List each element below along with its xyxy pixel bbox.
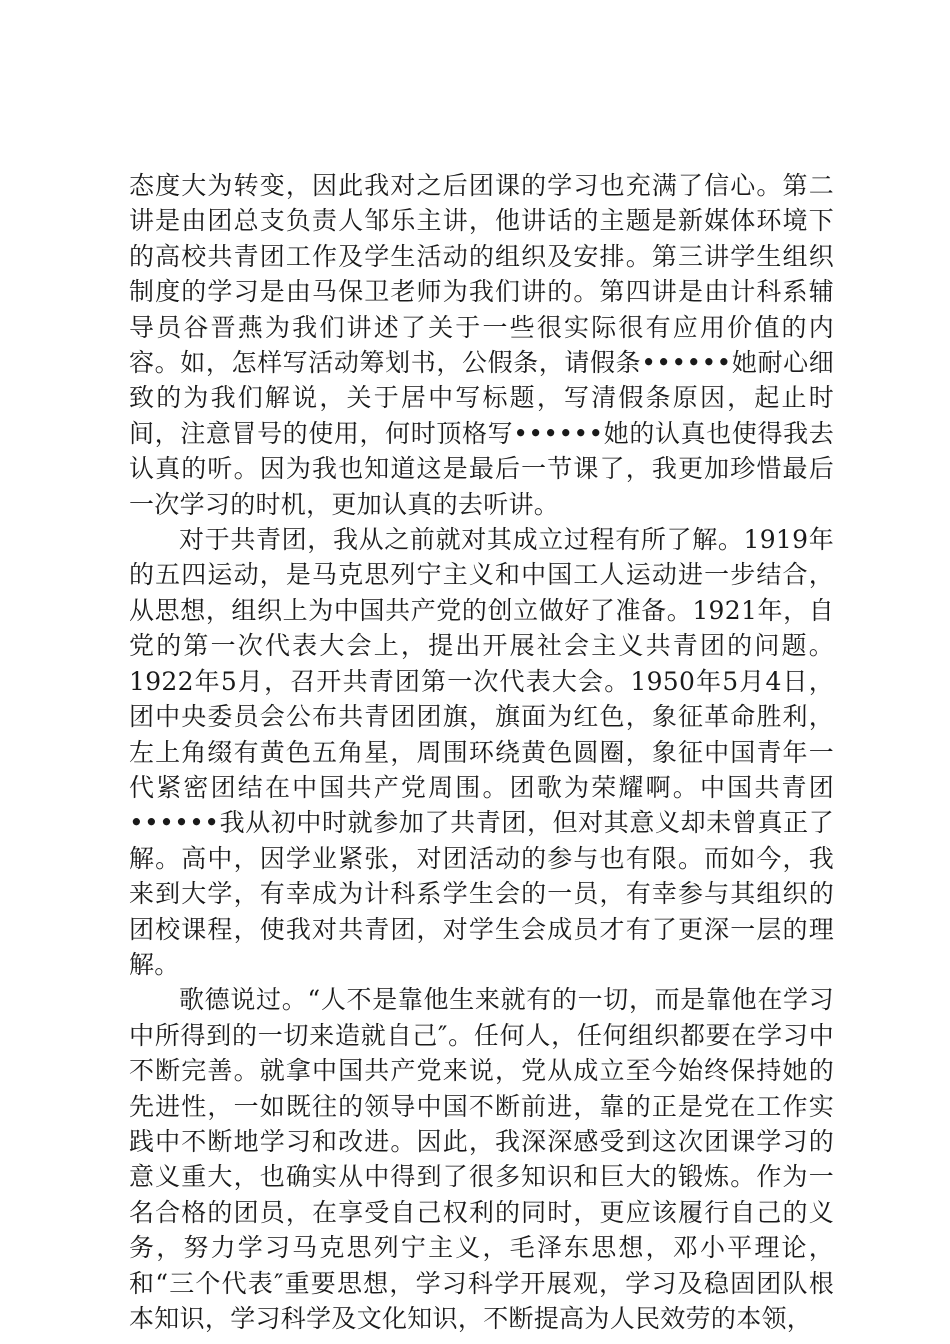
document-body [129,168,834,1336]
paragraph-3: 歌德说过。“人不是靠他生来就有的一切，而是靠他在学习中所得到的一切来造就自己″。任何人，任何组织都要在学习中不断完善。就拿中国共产党来说，党从成立至今始终保持她的先进性，一如既往的领导中国不断前进，靠的正是党在工作实践中不断地学习和改进。因此，我深深感受到这次团课学习的意义重大，也确实从中得到了很多知识和巨大的锻炼。作为一名合格的团员，在享受自己权利的同时，更应该履行自己的义务，努力学习马克思列宁主义，毛泽东思想，邓小平理论，和“三个代表″重要思想，学习科学开展观，学习及稳固团队根本知识，学习科学及文化知识，不断提高为人民效劳的本领， [129,985,834,1333]
paragraph-2: 对于共青团，我从之前就对其成立过程有所了解。1919年的五四运动，是马克思列宁主义和中国工人运动进一步结合，从思想，组织上为中国共产党的创立做好了准备。1921年，自党的第一次代表大会上，提出开展社会主义共青团的问题。1922年5月，召开共青团第一次代表大会。1950年5月4日，团中央委员会公布共青团团旗，旗面为红色，象征革命胜利，左上角缀有黄色五角星，周围环绕黄色圆圈，象征中国青年一代紧密团结在中国共产党周围。团歌为荣耀啊。中国共青团••••••我从初中时就参加了共青团，但对其意义却未曾真正了解。高中，因学业紧张，对团活动的参与也有限。而如今，我来到大学，有幸成为计科系学生会的一员，有幸参与其组织的团校课程，使我对共青团，对学生会成员才有了更深一层的理解。 [129,525,834,979]
paragraph-1: 态度大为转变，因此我对之后团课的学习也充满了信心。第二讲是由团总支负责人邹乐主讲，他讲话的主题是新媒体环境下的高校共青团工作及学生活动的组织及安排。第三讲学生组织制度的学习是由马保卫老师为我们讲的。第四讲是由计科系辅导员谷晋燕为我们讲述了关于一些很实际很有应用价值的内容。如，怎样写活动筹划书，公假条，请假条••••••她耐心细致的为我们解说，关于居中写标题，写清假条原因，起止时间，注意冒号的使用，何时顶格写••••••她的认真也使得我去认真的听。因为我也知道这是最后一节课了，我更加珍惜最后一次学习的时机，更加认真的去听讲。 [129,171,834,519]
